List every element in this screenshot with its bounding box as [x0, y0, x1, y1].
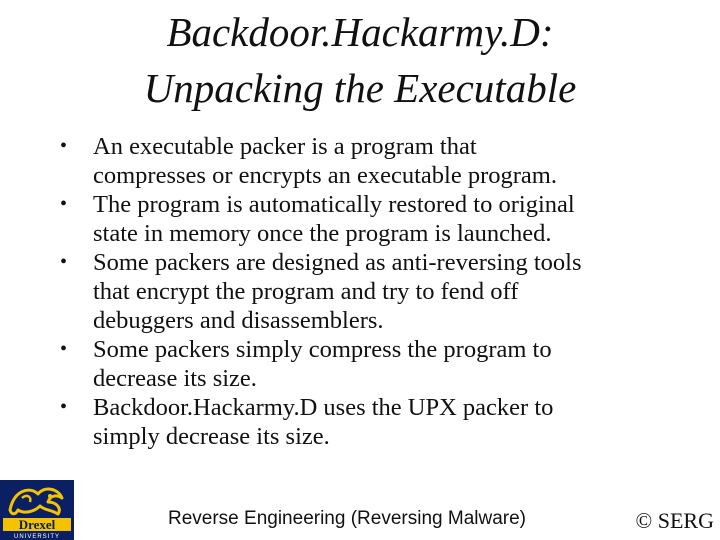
bullet-text-line: Some packers are designed as anti-reversing tools	[93, 249, 582, 276]
bullet-text-line: The program is automatically restored to original	[93, 191, 575, 218]
footer-course-title: Reverse Engineering (Reversing Malware)	[168, 508, 526, 529]
bullet-text-line: compresses or encrypts an executable program.	[93, 162, 557, 189]
bullet-item	[60, 335, 700, 393]
bullet-text-line: decrease its size.	[93, 365, 257, 392]
bullet-list	[60, 132, 700, 451]
title-line-2: Unpacking the Executable	[143, 65, 577, 111]
bullet-text-line: simply decrease its size.	[93, 423, 330, 450]
bullet-text-line: An executable packer is a program that	[93, 133, 477, 160]
footer-copyright: © SERG	[635, 508, 714, 533]
bullet-item	[60, 248, 700, 335]
logo-subtitle: UNIVERSITY	[13, 534, 61, 540]
bullet-item	[60, 132, 700, 190]
bullet-text-line: that encrypt the program and try to fend off	[93, 278, 519, 305]
bullet-text-line: state in memory once the program is launched.	[93, 220, 552, 247]
bullet-marker: •	[60, 135, 68, 157]
bullet-item	[60, 393, 700, 451]
bullet-text-line: Some packers simply compress the program to	[93, 336, 552, 363]
slide-title	[0, 4, 720, 116]
bullet-marker: •	[60, 396, 68, 418]
bullet-text-line: debuggers and disassemblers.	[93, 307, 384, 334]
drexel-logo	[0, 480, 74, 540]
bullet-marker: •	[60, 338, 68, 360]
bullet-item	[60, 190, 700, 248]
bullet-marker: •	[60, 251, 68, 273]
dragon-logo-icon	[0, 480, 74, 540]
bullet-text-line: Backdoor.Hackarmy.D uses the UPX packer to	[93, 394, 554, 421]
bullet-marker: •	[60, 193, 68, 215]
logo-wordmark: Drexel	[18, 517, 56, 532]
title-line-1: Backdoor.Hackarmy.D:	[166, 9, 554, 55]
